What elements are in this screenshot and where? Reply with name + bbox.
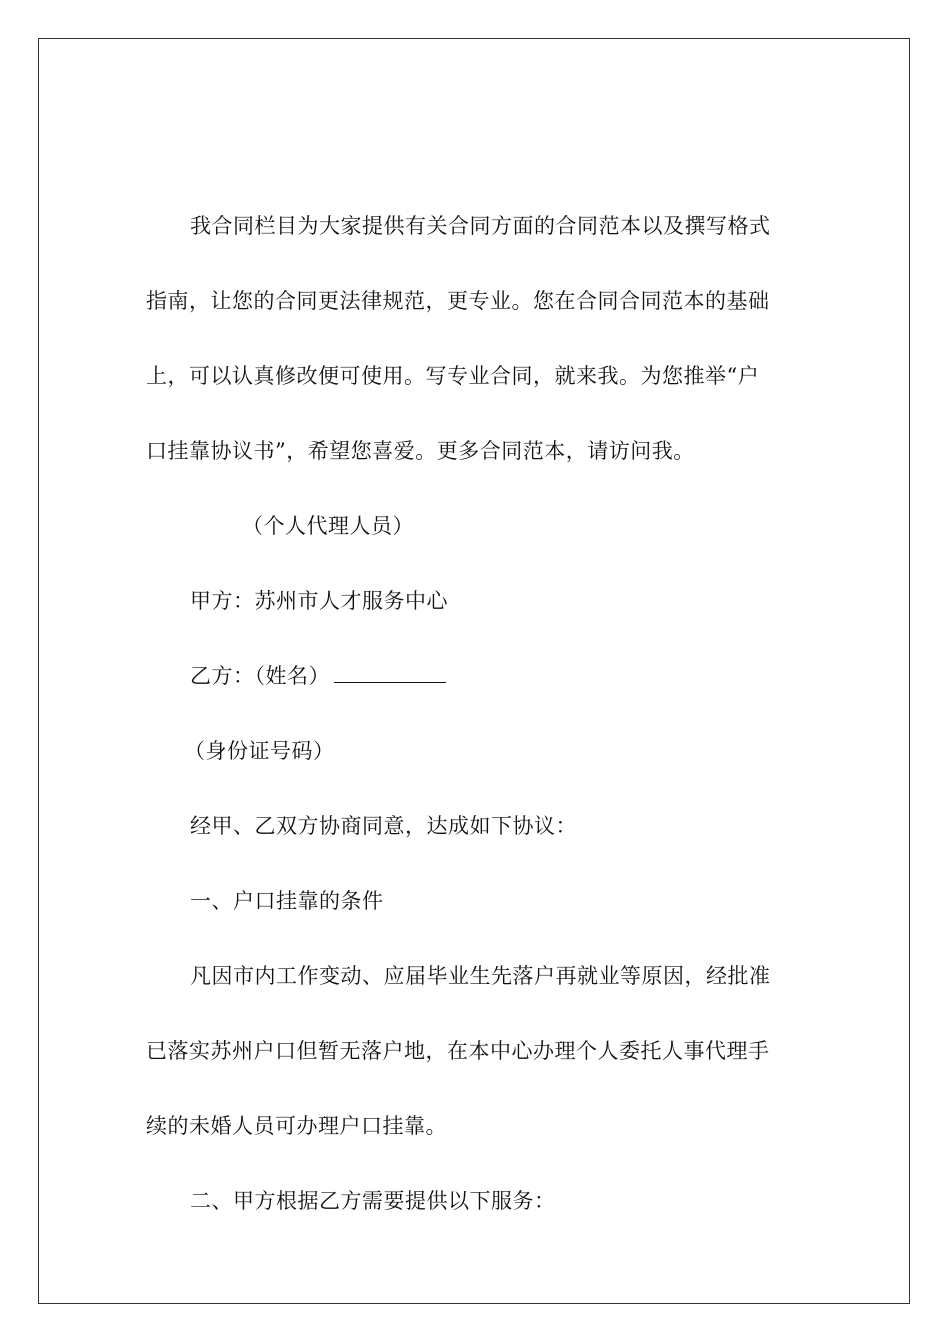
section2-title: 二、甲方根据乙方需要提供以下服务： [190,1189,556,1213]
section1-title: 一、户口挂靠的条件 [190,889,384,913]
party-a: 甲方：苏州市人才服务中心 [190,589,448,613]
section1-line-3: 续的未婚人员可办理户口挂靠。 [146,1114,447,1138]
party-b-line [190,662,446,690]
agreement-intro: 经甲、乙双方协商同意，达成如下协议： [190,814,577,838]
section1-line-1: 凡因市内工作变动、应届毕业生先落户再就业等原因，经批准 [190,964,771,988]
intro-line-4: 口挂靠协议书”，希望您喜爱。更多合同范本，请访问我。 [146,439,695,463]
party-b-label: 乙方：（姓名） [190,664,330,688]
name-blank [334,662,446,683]
intro-line-2: 指南，让您的合同更法律规范，更专业。您在合同合同范本的基础 [146,289,770,313]
section1-line-2: 已落实苏州户口但暂无落户地，在本中心办理个人委托人事代理手 [146,1039,770,1063]
intro-line-3: 上，可以认真修改便可使用。写专业合同，就来我。为您推举“户 [146,364,760,388]
intro-line-1: 我合同栏目为大家提供有关合同方面的合同范本以及撰写格式 [190,214,771,238]
subtitle: （个人代理人员） [242,514,414,538]
id-number: （身份证号码） [184,739,335,763]
